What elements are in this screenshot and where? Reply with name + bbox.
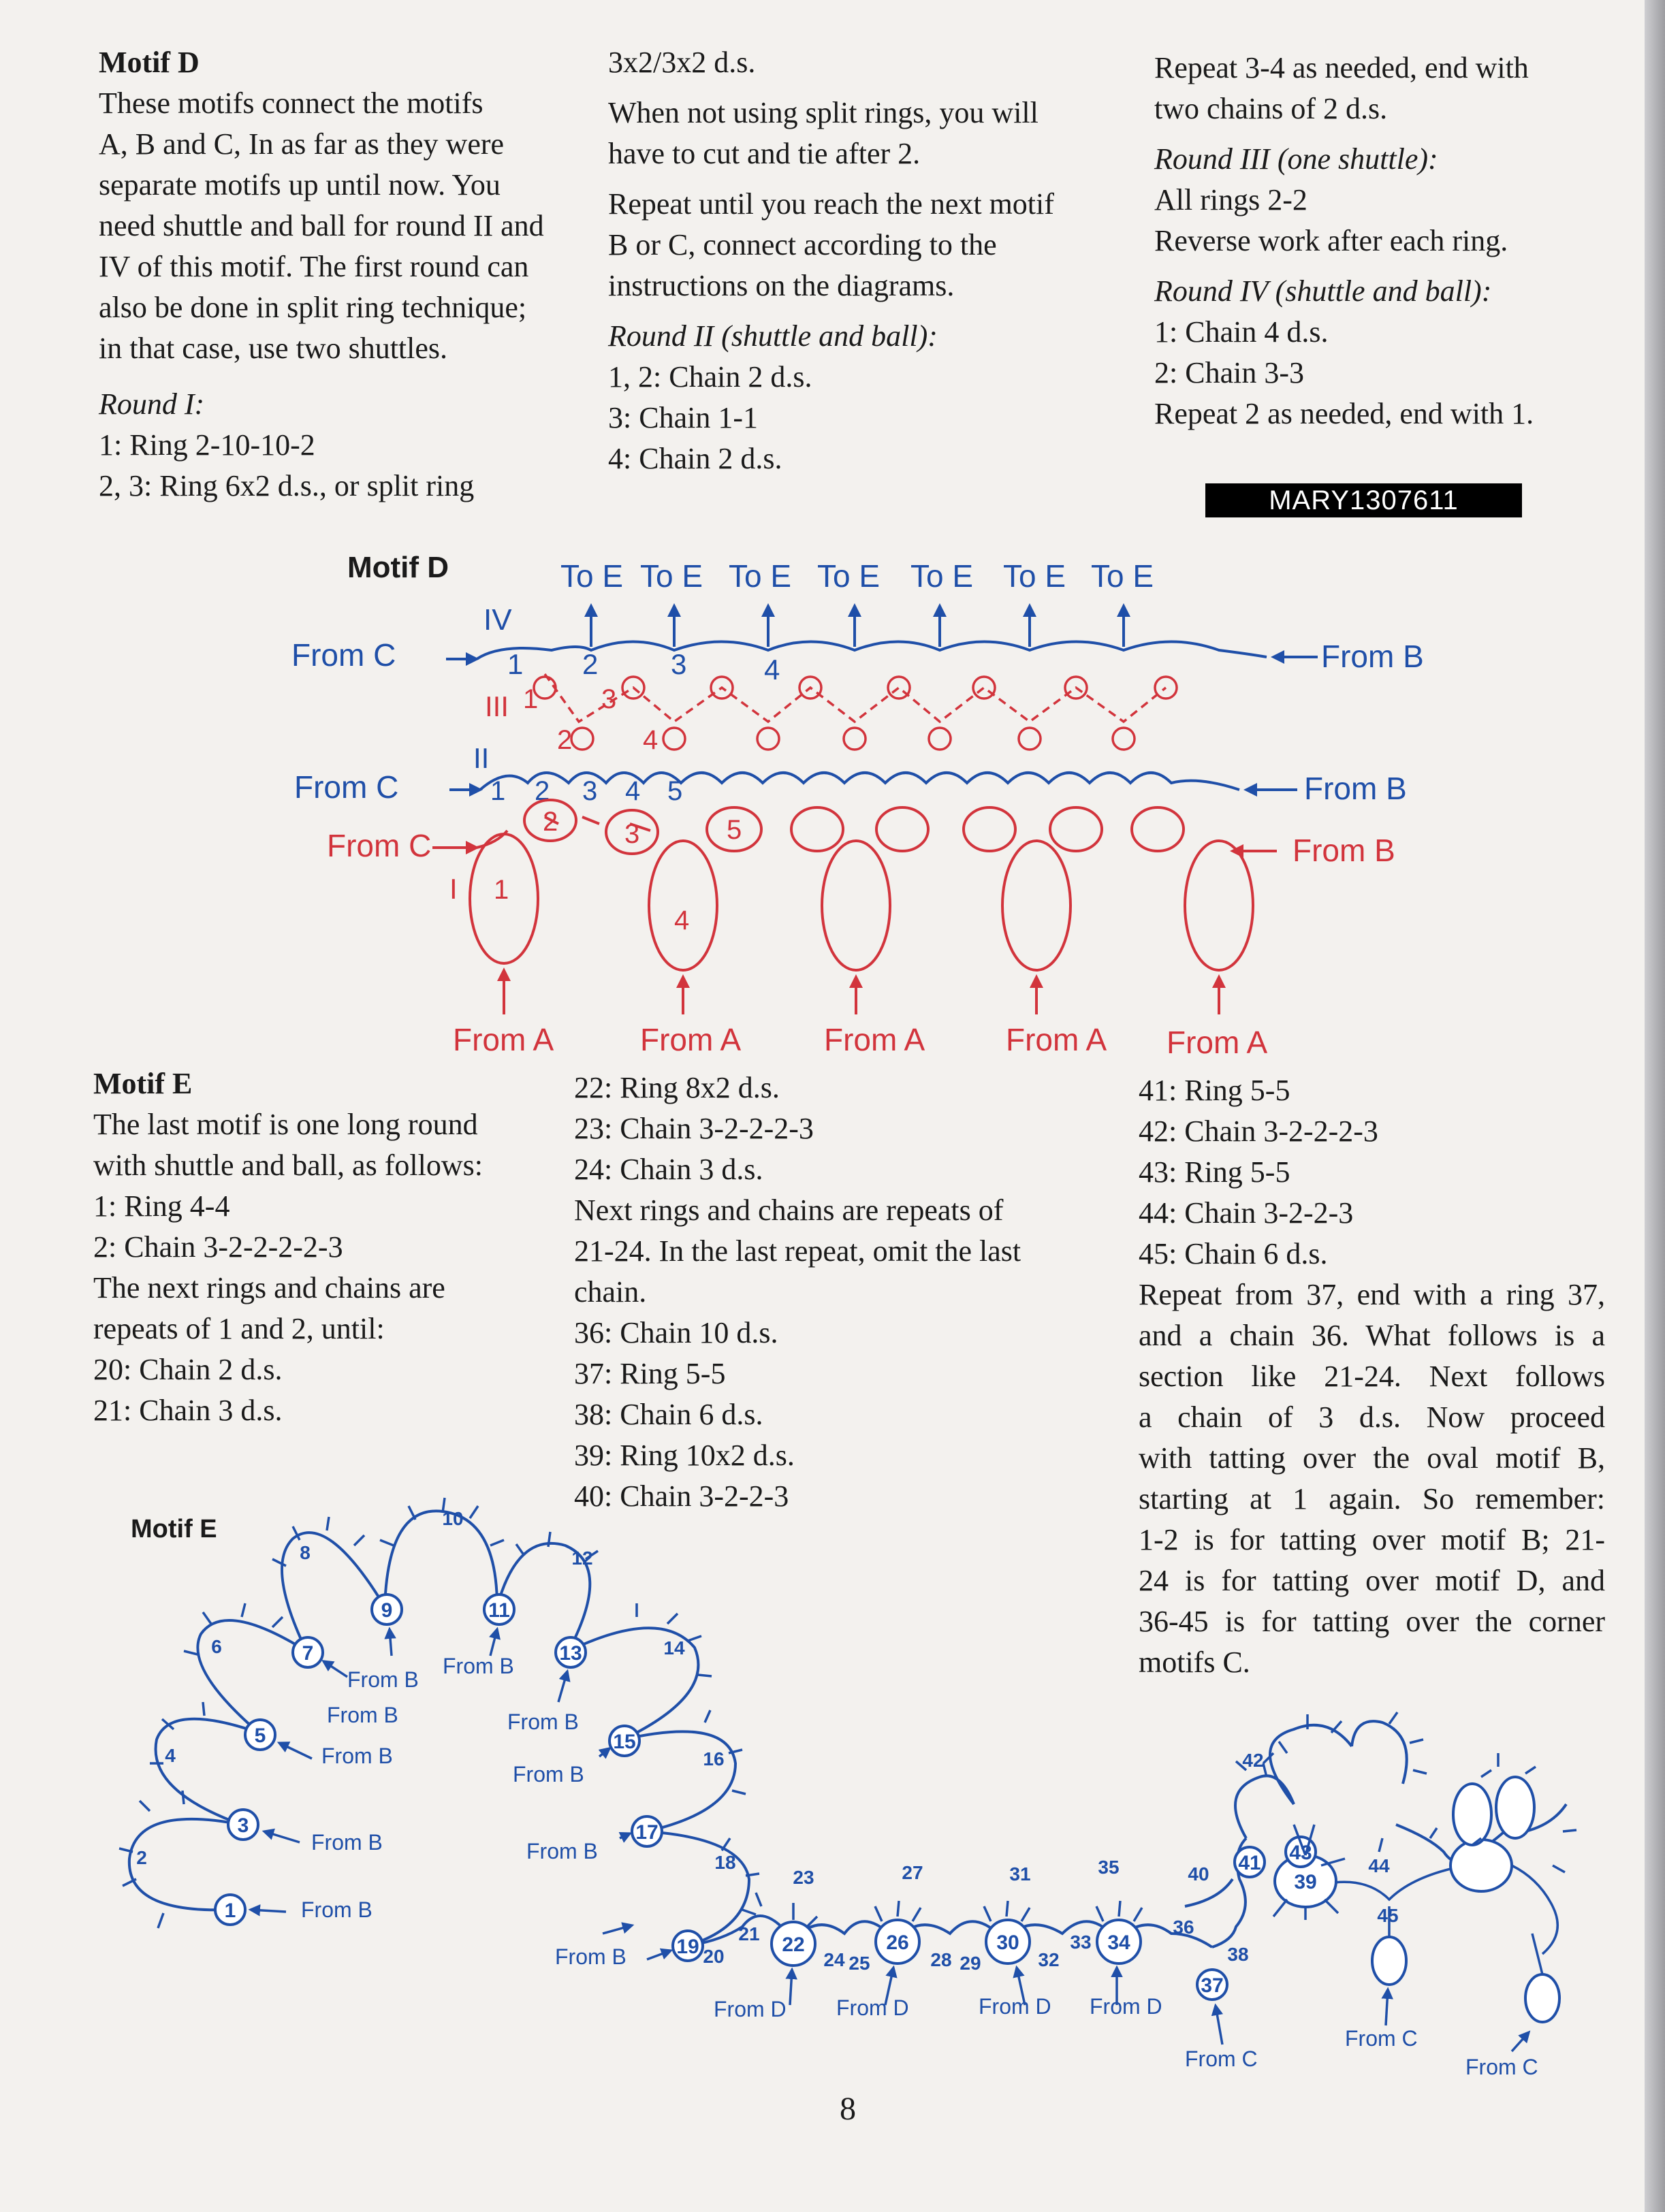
text-line: section like 21-24. Next follows	[1139, 1360, 1605, 1393]
text-line: instructions on the diagrams.	[608, 269, 955, 302]
text-line: All rings 2-2	[1154, 183, 1307, 217]
text-line: in that case, use two shuttles.	[99, 332, 448, 365]
chain-number: 33	[1070, 1932, 1092, 1953]
ring-number: 17	[635, 1821, 659, 1844]
text-line: need shuttle and ball for round II and	[99, 209, 544, 242]
round3-num: 1	[523, 684, 539, 714]
chain-number: 42	[1242, 1750, 1264, 1771]
text-line: 43: Ring 5-5	[1139, 1155, 1290, 1189]
page-edge-shadow	[1645, 0, 1665, 2212]
ring-number: 41	[1238, 1852, 1261, 1874]
chain-number: 32	[1038, 1949, 1060, 1970]
text-line: 39: Ring 10x2 d.s.	[574, 1439, 795, 1472]
ring-number: 11	[488, 1599, 510, 1622]
text-line: 4: Chain 2 d.s.	[608, 442, 782, 475]
text-line: repeats of 1 and 2, until:	[93, 1312, 385, 1345]
text-line: two chains of 2 d.s.	[1154, 92, 1388, 125]
text-line: 1-2 is for tatting over motif B; 21-	[1139, 1523, 1605, 1556]
from-b-label: From B	[526, 1839, 598, 1863]
round-ii-label: II	[473, 742, 490, 774]
text-line: 1, 2: Chain 2 d.s.	[608, 360, 812, 394]
motif-e-col1	[93, 1063, 543, 1431]
to-e-labels	[560, 558, 1154, 594]
from-b-label: From B	[327, 1703, 398, 1727]
ring-number: 26	[886, 1932, 909, 1954]
text-line: These motifs connect the motifs	[99, 86, 483, 120]
round3-title: Round III (one shuttle):	[1154, 142, 1438, 176]
motif-e-diagram	[0, 1484, 1665, 2077]
from-d-label: From D	[714, 1997, 787, 2021]
round4-title: Round IV (shuttle and ball):	[1154, 274, 1492, 308]
chain-number: 31	[1009, 1863, 1031, 1885]
text-line: motifs C.	[1139, 1646, 1250, 1679]
from-d-label: From D	[979, 1994, 1051, 2019]
text-line: 40: Chain 3-2-2-3	[574, 1479, 789, 1513]
ring-number: 19	[676, 1936, 699, 1958]
chain-number: 12	[571, 1548, 593, 1569]
chain-number: 10	[442, 1508, 464, 1529]
round-i-label: I	[449, 873, 458, 905]
round4-num: 1	[507, 648, 524, 680]
chain-number: 38	[1227, 1944, 1249, 1965]
text-line: 36-45 is for tatting over the corner	[1139, 1605, 1605, 1638]
text-line: 3x2/3x2 d.s.	[608, 46, 756, 79]
chain-number: 23	[793, 1867, 814, 1888]
from-a-label: From A	[1167, 1025, 1268, 1060]
chain-number: 45	[1377, 1905, 1399, 1926]
from-b-label: From B	[1304, 771, 1407, 806]
from-c-label: From C	[1345, 2026, 1418, 2051]
code-label: MARY1307611	[1205, 483, 1522, 517]
from-a-label: From A	[1006, 1022, 1107, 1057]
to-e-label: To E	[560, 558, 624, 594]
text-line: 44: Chain 3-2-2-3	[1139, 1196, 1354, 1230]
chain-number: 44	[1368, 1855, 1390, 1876]
round4-num: 3	[671, 648, 687, 680]
round2-num: 2	[535, 776, 550, 806]
ring-number: 13	[559, 1642, 582, 1665]
text-line: separate motifs up until now. You	[99, 168, 501, 202]
to-e-label: To E	[729, 558, 792, 594]
text-line: 24 is for tatting over motif D, and	[1139, 1564, 1605, 1597]
from-c-label: From C	[291, 637, 396, 673]
text-line: 1: Ring 4-4	[93, 1189, 230, 1223]
text-line: Reverse work after each ring.	[1154, 224, 1508, 257]
ring-number: 1	[224, 1900, 236, 1922]
round2-num: 5	[667, 776, 683, 806]
chain-number: 2	[136, 1847, 147, 1868]
text-line: 41: Ring 5-5	[1139, 1074, 1290, 1107]
motif-e-col2	[574, 1068, 1092, 1517]
round4-num: 2	[582, 648, 599, 680]
ring-number: 5	[254, 1725, 266, 1747]
text-line: 38: Chain 6 d.s.	[574, 1398, 763, 1431]
from-b-label: From B	[321, 1744, 393, 1768]
round3-num: 2	[557, 725, 573, 755]
text-line: 2: Chain 3-2-2-2-2-3	[93, 1230, 343, 1264]
chain-number: 18	[714, 1852, 736, 1873]
round1-num: 5	[727, 815, 742, 845]
round2-title: Round II (shuttle and ball):	[608, 319, 938, 353]
text-line: 22: Ring 8x2 d.s.	[574, 1071, 780, 1104]
text-line: IV of this motif. The first round can	[99, 250, 529, 283]
text-line: with tatting over the oval motif B,	[1139, 1441, 1605, 1475]
text-line: starting at 1 again. So remember:	[1139, 1482, 1605, 1516]
round-iii-label: III	[485, 690, 509, 722]
text-line: 2, 3: Ring 6x2 d.s., or split ring	[99, 469, 475, 502]
chain-number: 8	[300, 1542, 311, 1563]
text-line: 3: Chain 1-1	[608, 401, 758, 434]
round1-title: Round I:	[99, 387, 205, 421]
from-d-label: From D	[836, 1995, 909, 2020]
ring-number: 39	[1294, 1871, 1317, 1893]
chain-number: 36	[1173, 1917, 1194, 1938]
motif-e-heading: Motif E	[93, 1067, 193, 1100]
round4-num: 4	[764, 654, 780, 686]
text-line: 1: Chain 4 d.s.	[1154, 315, 1329, 349]
from-b-label: From B	[555, 1944, 627, 1969]
from-a-label: From A	[453, 1022, 554, 1057]
text-line: B or C, connect according to the	[608, 228, 997, 261]
ring-number: 7	[302, 1642, 314, 1665]
round2-num: 3	[582, 776, 598, 806]
text-line: The next rings and chains are	[93, 1271, 445, 1304]
motif-e-diagram-title: Motif E	[131, 1515, 217, 1543]
ring-number: 43	[1289, 1842, 1312, 1864]
chain-number: 29	[960, 1953, 981, 1974]
text-line: Repeat until you reach the next motif	[608, 187, 1054, 221]
page-number: 8	[840, 2091, 856, 2127]
from-c-label: From C	[1185, 2047, 1258, 2071]
chain-number: 6	[211, 1636, 222, 1657]
text-line: When not using split rings, you will	[608, 96, 1038, 129]
chain-number: 21	[738, 1923, 760, 1944]
to-e-label: To E	[817, 558, 881, 594]
to-e-label: To E	[1091, 558, 1154, 594]
from-d-label: From D	[1090, 1994, 1162, 2019]
ring-number: 30	[996, 1932, 1019, 1954]
from-b-label: From B	[443, 1654, 514, 1678]
from-b-label: From B	[1293, 833, 1395, 868]
text-line: also be done in split ring technique;	[99, 291, 527, 324]
text-line: a chain of 3 d.s. Now proceed	[1139, 1400, 1605, 1434]
text-line: 21-24. In the last repeat, omit the last	[574, 1234, 1021, 1268]
from-a-label: From A	[640, 1022, 742, 1057]
text-line: 23: Chain 3-2-2-2-3	[574, 1112, 814, 1145]
ring-number: 22	[782, 1934, 805, 1956]
text-line: 1: Ring 2-10-10-2	[99, 428, 315, 462]
from-b-label: From B	[347, 1667, 419, 1692]
to-e-label: To E	[640, 558, 703, 594]
chain-number: 28	[930, 1949, 952, 1970]
from-b-label: From B	[507, 1710, 579, 1734]
text-line: A, B and C, In as far as they were	[99, 127, 505, 161]
text-line: 36: Chain 10 d.s.	[574, 1316, 778, 1349]
round-iv-label: IV	[483, 603, 512, 637]
round1-num: 2	[543, 807, 558, 837]
chain-number: 40	[1188, 1863, 1209, 1885]
from-c-label: From C	[1465, 2055, 1538, 2077]
ring-number: 9	[381, 1599, 393, 1622]
text-line: 20: Chain 2 d.s.	[93, 1353, 283, 1386]
round1-num: 3	[624, 819, 640, 849]
ring-number: 34	[1107, 1932, 1130, 1954]
chain-number: 27	[902, 1862, 923, 1883]
ring-number: 37	[1201, 1974, 1224, 1997]
motif-d-diagram	[0, 0, 1665, 1076]
round1-num: 4	[674, 905, 690, 935]
motif-d-diagram-title: Motif D	[347, 551, 449, 584]
chain-number: 25	[849, 1953, 870, 1974]
text-line: 24: Chain 3 d.s.	[574, 1153, 763, 1186]
from-b-label: From B	[301, 1897, 372, 1922]
text-line: chain.	[574, 1275, 647, 1309]
motif-d-heading: Motif D	[99, 46, 200, 79]
ring-number: 15	[613, 1731, 636, 1753]
from-b-label: From B	[513, 1762, 584, 1786]
from-b-label: From B	[311, 1830, 383, 1855]
from-a-label: From A	[824, 1022, 925, 1057]
round3-num: 3	[601, 684, 617, 714]
to-e-label: To E	[1003, 558, 1066, 594]
chain-number: 24	[823, 1949, 845, 1970]
text-line: 42: Chain 3-2-2-2-3	[1139, 1115, 1378, 1148]
from-c-label: From C	[294, 769, 399, 805]
text-line: 21: Chain 3 d.s.	[93, 1394, 283, 1427]
round2-num: 4	[625, 776, 641, 806]
text-line: Next rings and chains are repeats of	[574, 1193, 1004, 1227]
text-line: 2: Chain 3-3	[1154, 356, 1304, 389]
round2-num: 1	[490, 776, 506, 806]
round1-num: 1	[494, 875, 509, 905]
round3-num: 4	[643, 725, 659, 755]
chain-number: 4	[165, 1745, 176, 1766]
from-c-label: From C	[327, 828, 432, 863]
chain-number: 14	[663, 1637, 685, 1658]
text-line: 37: Ring 5-5	[574, 1357, 726, 1390]
text-line: with shuttle and ball, as follows:	[93, 1149, 483, 1182]
text-line: Repeat from 37, end with a ring 37,	[1139, 1278, 1605, 1311]
text-line: 45: Chain 6 d.s.	[1139, 1237, 1328, 1270]
to-e-label: To E	[910, 558, 974, 594]
text-line: Repeat 2 as needed, end with 1.	[1154, 397, 1534, 430]
ring-number: 3	[237, 1814, 249, 1837]
text-line: The last motif is one long round	[93, 1108, 478, 1141]
text-line: Repeat 3-4 as needed, end with	[1154, 51, 1529, 84]
from-b-label: From B	[1321, 639, 1424, 674]
text-line: and a chain 36. What follows is a	[1139, 1319, 1605, 1352]
chain-number: 35	[1098, 1857, 1120, 1878]
chain-number: 20	[703, 1946, 725, 1967]
chain-number: 16	[703, 1748, 725, 1769]
text-line: have to cut and tie after 2.	[608, 137, 921, 170]
